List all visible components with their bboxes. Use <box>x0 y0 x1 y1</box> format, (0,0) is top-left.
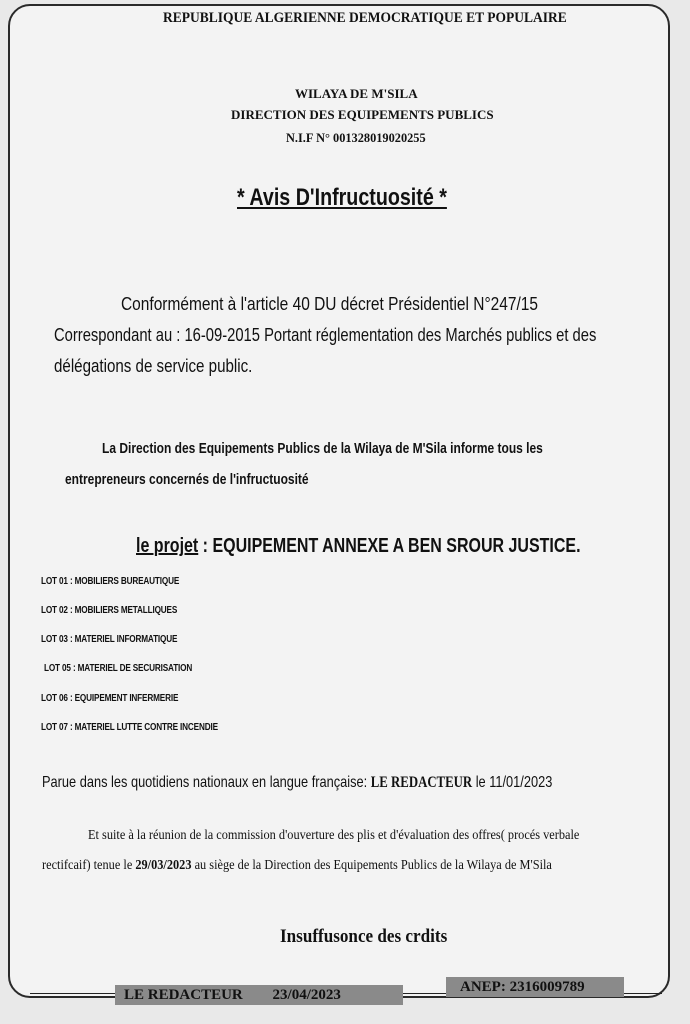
lot-name: : MATERIEL INFORMATIQUE <box>69 634 178 645</box>
publication-date-prefix: le <box>475 774 486 791</box>
republic-heading: REPUBLIQUE ALGERIENNE DEMOCRATIQUE ET POPULAIRE <box>163 10 567 26</box>
lot-name: : MATERIEL DE SECURISATION <box>72 663 193 674</box>
meeting-prefix: rectifcaif) tenue le <box>42 858 133 873</box>
publication-paper: LE REDACTEUR <box>370 774 473 791</box>
lot-code: LOT 07 <box>41 722 68 733</box>
publication-prefix: Parue dans les quotidiens nationaux en langue française: <box>42 774 368 791</box>
nif-number: N.I.F N° 001328019020255 <box>286 130 426 145</box>
lot-code: LOT 03 <box>41 634 68 645</box>
lot-name: : MOBILIERS BUREAUTIQUE <box>69 576 180 587</box>
direction-heading: DIRECTION DES EQUIPEMENTS PUBLICS <box>231 107 494 122</box>
publication-date: 11/01/2023 <box>489 774 553 791</box>
lot-code: LOT 06 <box>41 693 68 704</box>
legal-line-3: délégations de service public. <box>54 356 253 376</box>
project-separator: : <box>198 535 213 557</box>
project-label: le projet <box>136 535 199 557</box>
footer-paper: LE REDACTEUR <box>124 987 243 1003</box>
footer-anep <box>446 977 624 997</box>
meeting-line-1: Et suite à la réunion de la commission d'ouverture des plis et d'évaluation des offres( procés verbale <box>88 828 580 843</box>
project-name: EQUIPEMENT ANNEXE A BEN SROUR JUSTICE. <box>212 535 581 557</box>
inform-line-1: La Direction des Equipements Publics de la Wilaya de M'Sila informe tous les <box>102 440 543 457</box>
lot-name: : MATERIEL LUTTE CONTRE INCENDIE <box>69 722 218 733</box>
lot-item <box>41 693 178 704</box>
inform-line-2: entrepreneurs concernés de l'infructuosité <box>65 471 309 488</box>
lot-item <box>41 576 179 587</box>
notice-title: * Avis D'Infructuosité * <box>237 184 447 211</box>
lot-name: : EQUIPEMENT INFERMERIE <box>69 693 179 704</box>
notice-sheet <box>8 4 670 998</box>
lot-code: LOT 01 <box>41 576 68 587</box>
wilaya-heading: WILAYA DE M'SILA <box>295 86 418 101</box>
footer-paper-date <box>115 985 403 1005</box>
lot-item <box>41 605 177 616</box>
meeting-date: 29/03/2023 <box>135 858 192 873</box>
lot-item <box>41 634 177 645</box>
lot-code: LOT 05 <box>44 663 71 674</box>
lot-name: : MOBILIERS METALLIQUES <box>69 605 178 616</box>
lot-item <box>41 722 218 733</box>
meeting-suffix: au siège de la Direction des Equipements Publics de la Wilaya de M'Sila <box>194 858 552 873</box>
publication-line <box>42 774 552 792</box>
legal-line-1: Conformément à l'article 40 DU décret Présidentiel N°247/15 <box>121 294 538 314</box>
lot-code: LOT 02 <box>41 605 68 616</box>
lot-item <box>44 663 192 674</box>
footer-anep-text: ANEP: 2316009789 <box>460 979 585 995</box>
project-line <box>136 535 581 558</box>
footer-date: 23/04/2023 <box>272 987 341 1003</box>
legal-line-2: Correspondant au : 16-09-2015 Portant réglementation des Marchés publics et des <box>54 325 597 345</box>
reason-text: Insuffusonce des crdits <box>280 926 448 947</box>
meeting-line-2 <box>42 858 552 874</box>
